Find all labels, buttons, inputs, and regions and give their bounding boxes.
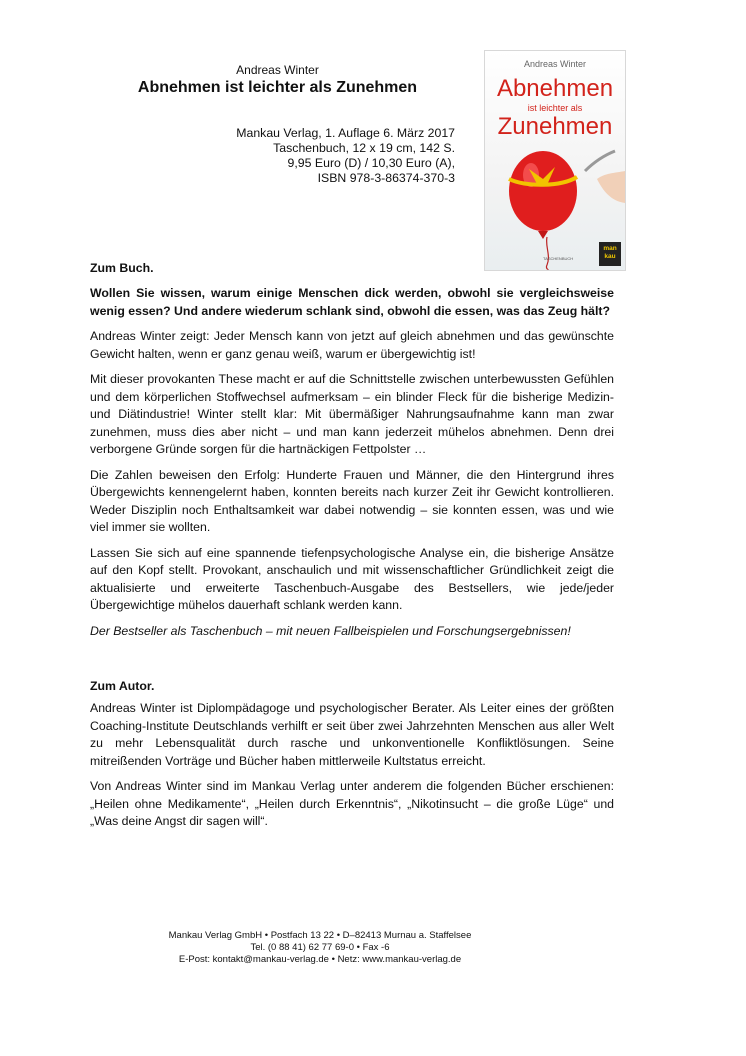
book-paragraph: Die Zahlen beweisen den Erfolg: Hunderte Frauen und Männer, die den Hintergrund ihres Übergewichts kennengelernt haben, konnten bereits nach kurzer Zeit ihr Gewicht kontrollieren. Weder Disziplin noch Enthaltsamkeit war dabei notwendig – sie konnten essen, was und wie viel immer sie wollten. bbox=[90, 467, 614, 534]
meta-price: 9,95 Euro (D) / 10,30 Euro (A), bbox=[287, 156, 455, 170]
section-spacer bbox=[90, 648, 614, 676]
footer-contact: E-Post: kontakt@mankau-verlag.de • Netz: www.mankau-verlag.de bbox=[178, 954, 462, 965]
book-tagline: Der Bestseller als Taschenbuch – mit neuen Fallbeispielen und Forschungsergebnissen! bbox=[90, 623, 571, 638]
author-section-heading: Zum Autor. bbox=[90, 679, 155, 693]
book-paragraph: Andreas Winter zeigt: Jeder Mensch kann von jetzt auf gleich abnehmen und das gewünschte Gewicht halten, wenn er ganz genau weiß, warum er übergewichtig ist! bbox=[90, 329, 614, 361]
meta-format: Taschenbuch, 12 x 19 cm, 142 S. bbox=[273, 141, 455, 155]
meta-publisher: Mankau Verlag, 1. Auflage 6. März 2017 bbox=[236, 126, 455, 140]
publisher-footer bbox=[100, 930, 540, 966]
book-section-heading: Zum Buch. bbox=[90, 261, 154, 275]
book-paragraph: Lassen Sie sich auf eine spannende tiefenpsychologische Analyse ein, die bisherige Ansätze auf den Kopf stellt. Provokant, anschaulich und mit wissenschaftlicher Gründlichkeit zeigt die aktualisierte und erweiterte Taschenbuch-Ausgabe des Bestsellers, wie jede/jeder Übergewichtige mühelos dauerhaft schlank werden kann. bbox=[90, 545, 614, 612]
book-cover-image bbox=[484, 50, 626, 271]
document-body bbox=[90, 258, 614, 839]
author-paragraph: Von Andreas Winter sind im Mankau Verlag unter anderem die folgenden Bücher erschienen: „Heilen ohne Medikamente“, „Heilen durch Erkenntnis“, „Nikotinsucht – die große Lüge“ und „Was deine Angst dir sagen will“. bbox=[90, 779, 614, 828]
author-paragraph: Andreas Winter ist Diplompädagoge und psychologischer Berater. Als Leiter eines der größten Coaching-Institute Deutschlands verhilft er seit über zwei Jahrzehnten Menschen aus aller Welt zu mehr Lebensqualität durch rasche und unkonventionelle Konfliktlösungen. Seine mitreißenden Vorträge und Bücher haben mittlerweile Kultstatus erreicht. bbox=[90, 701, 614, 768]
cover-title-mid: ist leichter als bbox=[527, 103, 583, 113]
logo-line-1: man bbox=[603, 245, 617, 252]
cover-title-bottom: Zunehmen bbox=[497, 113, 613, 140]
book-header bbox=[100, 62, 455, 185]
book-metadata bbox=[236, 126, 455, 186]
cover-format-label: TASCHENBUCH bbox=[543, 256, 574, 261]
meta-isbn: ISBN 978-3-86374-370-3 bbox=[317, 171, 455, 185]
cover-author: Andreas Winter bbox=[523, 59, 587, 69]
cover-title-top: Abnehmen bbox=[496, 75, 614, 102]
book-lead: Wollen Sie wissen, warum einige Menschen dick werden, obwohl sie vergleichsweise wenig essen? Und andere wiederum schlank sind, obwohl die essen, was das Zeug hält? bbox=[90, 286, 614, 318]
footer-phone: Tel. (0 88 41) 62 77 69-0 • Fax -6 bbox=[250, 942, 390, 953]
logo-line-2: kau bbox=[604, 253, 616, 260]
book-paragraph: Mit dieser provokanten These macht er auf die Schnittstelle zwischen unterbewussten Gefühlen und dem körperlichen Stoffwechsel aufmerksam – ein blinder Fleck für die bisherige Medizin- und Diätindustrie! Winter stellt klar: Mit übermäßiger Nahrungsaufnahme kann man zwar zunehmen, muss dies aber nicht – und man kann jederzeit mühelos abnehmen. Denn drei verborgene Gründe sorgen für die hartnäckigen Fettpolster … bbox=[90, 372, 614, 456]
footer-address: Mankau Verlag GmbH • Postfach 13 22 • D–82413 Murnau a. Staffelsee bbox=[168, 930, 472, 941]
header-author: Andreas Winter bbox=[236, 63, 319, 77]
header-title: Abnehmen ist leichter als Zunehmen bbox=[137, 79, 418, 96]
